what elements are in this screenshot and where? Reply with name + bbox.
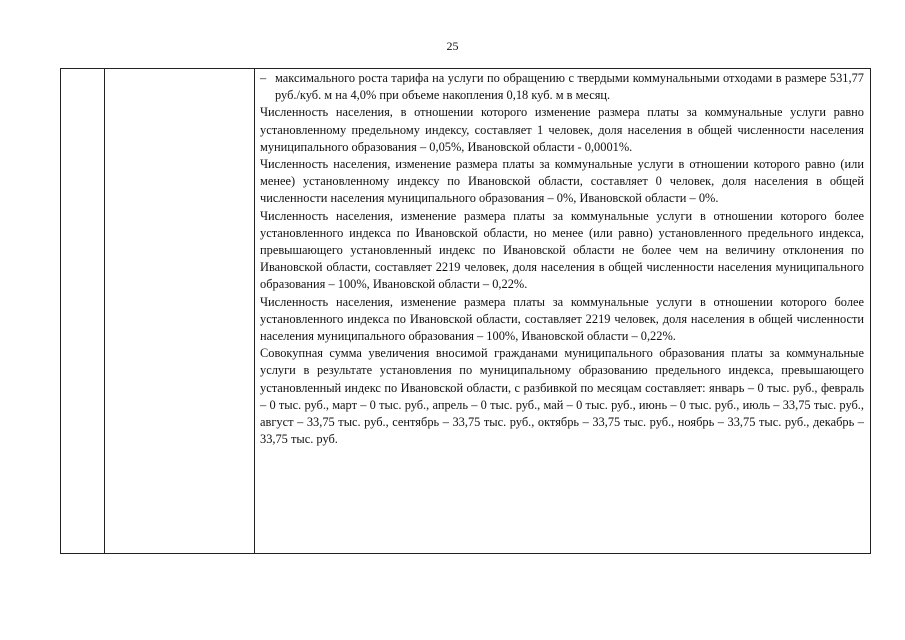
- bullet-item: [260, 70, 864, 104]
- table-cell-content: [255, 69, 871, 554]
- bullet-text: максимального роста тарифа на услуги по обращению с твердыми коммунальными отходами в размере 531,77 руб./куб. м на 4,0% при объеме накопления 0,18 куб. м в месяц.: [275, 71, 864, 103]
- paragraph-population-above-index: Численность населения, изменение размера платы за коммунальные услуги в отношении которого более установленного индекса по Ивановской области, составляет 2219 человек, доля населения в общей численности населения муниципального образования – 100%, Ивановской области – 0,22%.: [260, 294, 864, 344]
- page-number: 25: [446, 39, 459, 53]
- paragraph-population-between-index-and-limit: Численность населения, изменение размера платы за коммунальные услуги в отношении которого более установленного индекса по Ивановской области, но менее (или равно) установленного предельного индекса, превышающего установленный индекс по Ивановской области не более чем на величину отклонения по Ивановской области, составляет 2219 человек, доля населения в общей численности населения муниципального образования – 100%, Ивановской области – 0,22%.: [260, 208, 864, 292]
- table-cell-number: [61, 69, 105, 554]
- paragraph-monthly-increase: Совокупная сумма увеличения вносимой гражданами муниципального образования платы за коммунальные услуги в результате установления по муниципальному образованию предельного индекса, превышающего установленный индекс по Ивановской области, с разбивкой по месяцам составляет: январь – 0 тыс. руб., февраль – 0 тыс. руб., март – 0 тыс. руб., апрель – 0 тыс. руб., май – 0 тыс. руб., июнь – 0 тыс. руб., июль – 33,75 тыс. руб., август – 33,75 тыс. руб., сентябрь – 33,75 тыс. руб., октябрь – 33,75 тыс. руб., ноябрь – 33,75 тыс. руб., декабрь – 33,75 тыс. руб.: [260, 346, 864, 447]
- paragraph-population-equal-limit: Численность населения, в отношении которого изменение размера платы за коммунальные услуги равно установленному предельному индексу, составляет 1 человек, доля населения в общей численности населения муниципального образования – 0,05%, Ивановской области - 0,0001%.: [260, 105, 864, 154]
- table-row: [61, 69, 871, 554]
- bullet-marker: –: [260, 71, 267, 85]
- document-table: [60, 68, 871, 554]
- paragraph-population-below-index: Численность населения, изменение размера платы за коммунальные услуги в отношении которого равно (или менее) установленному индексу по Ивановской области, составляет 0 человек, доля населения в общей численности населения муниципального образования – 0%, Ивановской области – 0%.: [260, 157, 864, 206]
- table-cell-name: [105, 69, 255, 554]
